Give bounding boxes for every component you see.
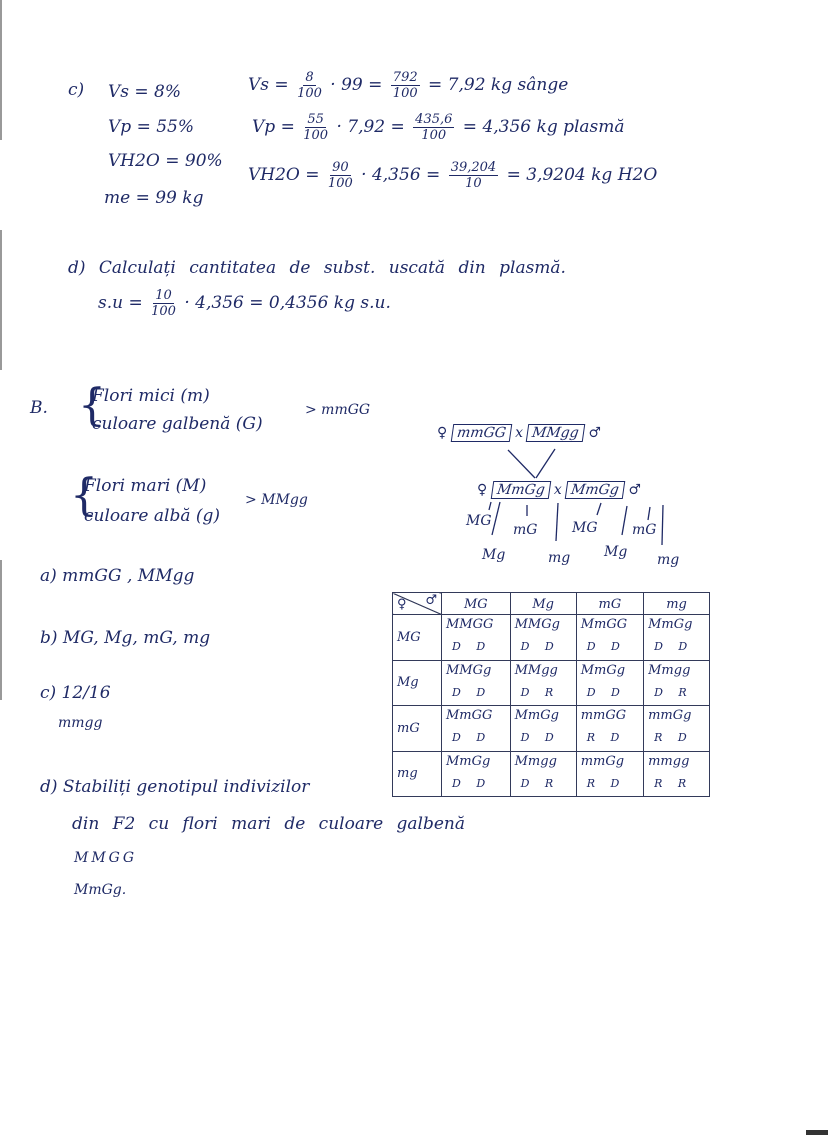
punnett-cell: [576, 660, 643, 705]
denominator: 100: [421, 128, 447, 143]
row-header: mG: [393, 706, 442, 751]
offspring-genotype: MmGg: [446, 753, 491, 769]
punnett-cell: [442, 706, 511, 751]
fraction: [297, 70, 322, 101]
answer-d-cont: din F2 cu flori mari de culoare galbenă: [72, 814, 466, 834]
genotype-box: MmGg: [565, 481, 625, 499]
gamete: MG: [466, 513, 492, 529]
offspring-genotype: mmgg: [648, 753, 690, 769]
offspring-genotype: MMgg: [514, 662, 558, 678]
denominator: 100: [297, 86, 322, 101]
column-header: mG: [576, 593, 643, 615]
punnett-cell: [510, 706, 576, 751]
given-value: Vp = 55%: [108, 117, 194, 137]
dominance-notation: D R: [654, 685, 693, 699]
calc-result: · 4,356 = 0,4356 kg s.u.: [184, 293, 391, 313]
punnett-row: [393, 706, 710, 751]
male-symbol-icon: ♂: [588, 425, 602, 441]
trait: culoare albă (g): [84, 506, 221, 526]
denominator: 10: [465, 176, 482, 191]
row-header: Mg: [393, 660, 442, 705]
genotype-box: mmGG: [450, 424, 511, 442]
denominator: 100: [327, 176, 353, 191]
dominance-notation: D D: [452, 640, 492, 654]
offspring-genotype: mmGg: [580, 753, 625, 769]
calc-line: [252, 112, 625, 143]
column-header: Mg: [510, 593, 576, 615]
numerator: 8: [305, 70, 314, 85]
fraction: [413, 112, 454, 143]
offspring-genotype: MmGg: [580, 662, 626, 678]
gamete: MG: [572, 520, 598, 536]
calc-mid: · 4,356 =: [361, 165, 441, 185]
trait: Flori mici (m): [92, 386, 210, 406]
genotype-box: MMgg: [526, 424, 585, 442]
calc-result: = 4,356 kg plasmă: [462, 117, 625, 137]
cross-sign: x: [515, 425, 523, 441]
calc-mid: · 99 =: [330, 75, 383, 95]
answer-b: b) MG, Mg, mG, mg: [40, 628, 211, 648]
punnett-cell: [644, 615, 710, 660]
fraction: [449, 160, 499, 191]
punnett-cell: [442, 751, 511, 796]
fraction: [391, 70, 420, 101]
scan-margin-mark: [0, 0, 2, 140]
gamete: Mg: [482, 547, 506, 563]
punnett-square: [392, 592, 710, 797]
trait: culoare galbenă (G): [92, 414, 263, 434]
punnett-cell: [442, 660, 511, 705]
offspring-genotype: Mmgg: [648, 662, 691, 678]
dominance-notation: D D: [452, 776, 492, 790]
female-symbol-icon: ♀: [477, 482, 488, 498]
gamete: mG: [632, 522, 657, 538]
answer-a: a) mmGG , MMgg: [40, 566, 195, 586]
female-symbol-icon: ♀: [437, 425, 448, 441]
offspring-genotype: MmGG: [446, 708, 493, 724]
punnett-cell: [510, 615, 576, 660]
calc-lhs: VH2O =: [248, 165, 320, 185]
part-label: c): [68, 80, 85, 100]
column-header: MG: [442, 593, 511, 615]
cross-sign: x: [553, 482, 562, 498]
numerator: 39,204: [450, 160, 497, 175]
calc-line: [98, 288, 391, 319]
dominance-notation: R D: [586, 731, 626, 745]
calc-line: [248, 160, 657, 191]
parental-cross: [437, 424, 601, 442]
gamete: mg: [657, 552, 680, 568]
punnett-cell: [644, 660, 710, 705]
dominance-notation: D R: [520, 685, 560, 699]
offspring-genotype: MMGG: [446, 617, 494, 633]
answer-d-genotype: MmGg.: [74, 882, 127, 898]
row-header: mg: [393, 751, 442, 796]
dominance-notation: R R: [654, 776, 693, 790]
offspring-genotype: MMGg: [514, 617, 560, 633]
female-symbol-icon: ♀: [397, 597, 407, 613]
genotype-box: MmGg: [490, 481, 550, 499]
fraction: [151, 288, 176, 319]
punnett-row: [393, 751, 710, 796]
gamete: Mg: [604, 544, 628, 560]
dominance-notation: R D: [586, 776, 626, 790]
gamete: mg: [548, 550, 571, 566]
offspring-genotype: MmGg: [648, 617, 693, 633]
offspring-genotype: Mmgg: [514, 753, 557, 769]
offspring-genotype: MMGg: [446, 662, 492, 678]
male-symbol-icon: ♂: [425, 593, 437, 608]
punnett-cell: [576, 751, 643, 796]
calc-line: [248, 70, 568, 101]
male-symbol-icon: ♂: [628, 482, 642, 498]
numerator: 792: [392, 70, 418, 85]
dominance-notation: D D: [452, 731, 492, 745]
gamete: mG: [513, 522, 538, 538]
dominance-notation: R D: [654, 731, 693, 745]
dominance-notation: D R: [520, 776, 560, 790]
scan-edge-mark: [806, 1130, 828, 1135]
given-value: Vs = 8%: [108, 82, 182, 102]
scan-margin-mark: [0, 230, 2, 370]
numerator: 10: [155, 288, 172, 303]
dominance-notation: D D: [452, 685, 492, 699]
punnett-row: [393, 615, 710, 660]
scan-margin-mark: [0, 560, 2, 700]
brace: {: [70, 470, 98, 521]
punnett-cell: [510, 660, 576, 705]
offspring-genotype: mmGg: [648, 708, 692, 724]
punnett-row: [393, 660, 710, 705]
answer-c-genotype: mmgg: [58, 715, 103, 731]
punnett-corner: [393, 593, 442, 615]
calc-result: = 3,9204 kg H2O: [506, 165, 658, 185]
dominance-notation: D D: [586, 685, 626, 699]
dominance-notation: D D: [586, 640, 626, 654]
fraction: [303, 112, 328, 143]
punnett-cell: [644, 751, 710, 796]
row-header: MG: [393, 615, 442, 660]
answer-d-genotype: MMGG: [74, 850, 138, 866]
question: d) Calculați cantitatea de subst. uscată din plasmă.: [68, 258, 566, 278]
punnett-cell: [442, 615, 511, 660]
given-value: me = 99 kg: [104, 188, 204, 208]
dominance-notation: D D: [654, 640, 694, 654]
numerator: 435,6: [415, 112, 453, 127]
part-label: B.: [30, 398, 48, 418]
answer-d: d) Stabiliți genotipul indivizilor: [40, 777, 310, 797]
genotype: > MMgg: [245, 492, 308, 508]
calc-lhs: Vp =: [252, 117, 295, 137]
denominator: 100: [151, 304, 176, 319]
given-value: VH2O = 90%: [108, 151, 223, 171]
denominator: 100: [303, 128, 329, 143]
calc-mid: · 7,92 =: [336, 117, 405, 137]
offspring-genotype: MmGG: [580, 617, 628, 633]
trait: Flori mari (M): [84, 476, 207, 496]
fraction: [328, 160, 353, 191]
f1-cross: [477, 481, 641, 499]
calc-result: = 7,92 kg sânge: [428, 75, 569, 95]
punnett-cell: [510, 751, 576, 796]
offspring-genotype: MmGg: [514, 708, 559, 724]
dominance-notation: D D: [520, 731, 560, 745]
calc-lhs: Vs =: [248, 75, 289, 95]
dominance-notation: D D: [520, 640, 560, 654]
calc-lhs: s.u =: [98, 293, 143, 313]
punnett-cell: [576, 706, 643, 751]
denominator: 100: [392, 86, 418, 101]
numerator: 90: [332, 160, 349, 175]
brace: {: [78, 380, 106, 431]
answer-c: c) 12/16: [40, 683, 111, 703]
column-header: mg: [644, 593, 710, 615]
genotype: > mmGG: [305, 402, 371, 418]
offspring-genotype: mmGG: [580, 708, 627, 724]
punnett-header-row: [393, 593, 710, 615]
punnett-cell: [576, 615, 643, 660]
punnett-cell: [644, 706, 710, 751]
numerator: 55: [307, 112, 324, 127]
